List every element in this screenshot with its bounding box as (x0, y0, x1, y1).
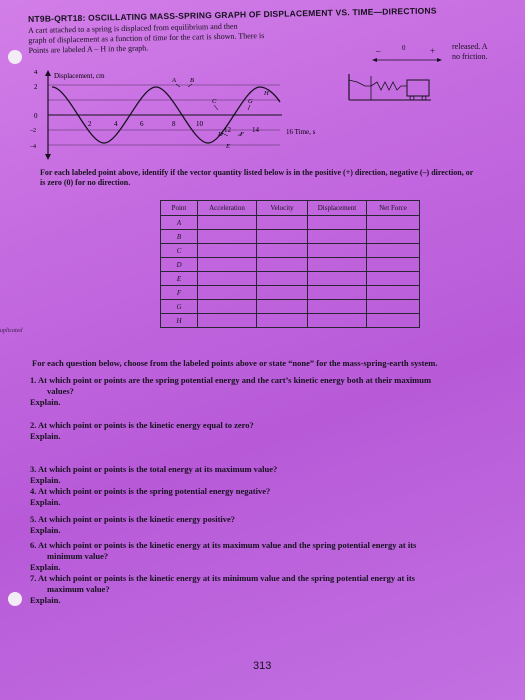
point-leader-lines (176, 84, 250, 136)
answer-cell[interactable] (308, 272, 367, 286)
question-text (30, 464, 510, 475)
point-cell: B (161, 230, 198, 244)
question-body: At which point or points is the kinetic energy equal to zero? (38, 420, 254, 430)
explain-label: Explain. (30, 475, 61, 485)
column-header-displacement: Displacement (308, 201, 367, 216)
question-1 (30, 375, 510, 408)
intro-note-line: released. A (452, 42, 488, 51)
questions-section (30, 358, 510, 606)
question-number: 4. (30, 486, 37, 496)
margin-label: uplicated (0, 328, 23, 334)
point-cell: D (161, 258, 198, 272)
point-cell: E (161, 272, 198, 286)
x-tick: 4 (114, 120, 118, 128)
question-text (30, 375, 510, 386)
x-tick: 8 (172, 120, 176, 128)
answer-cell[interactable] (198, 286, 257, 300)
answer-cell[interactable] (257, 258, 308, 272)
answer-cell[interactable] (308, 230, 367, 244)
question-continuation: values? (47, 386, 74, 396)
answer-cell[interactable] (257, 286, 308, 300)
intro-text (28, 19, 349, 56)
table-row (161, 230, 420, 244)
question-text (30, 514, 510, 525)
answer-cell[interactable] (308, 300, 367, 314)
x-axis-label: 16 Time, s (286, 128, 316, 136)
answer-cell[interactable] (257, 314, 308, 328)
answer-cell[interactable] (367, 314, 420, 328)
answer-cell[interactable] (367, 216, 420, 230)
question-body: At which point or points is the kinetic energy positive? (38, 514, 236, 524)
question-body: At which point or points are the spring potential energy and the cart’s kinetic energy both at their maximum (38, 375, 432, 385)
answer-cell[interactable] (308, 258, 367, 272)
answer-cell[interactable] (367, 286, 420, 300)
question-continuation: maximum value? (47, 584, 110, 594)
intro-line: A cart attached to a spring is displaced from equilibrium and then (28, 21, 238, 35)
answer-cell[interactable] (257, 216, 308, 230)
table-row (161, 272, 420, 286)
table-row (161, 216, 420, 230)
displacement-time-graph (30, 70, 360, 160)
x-tick: 6 (140, 120, 144, 128)
point-cell: G (161, 300, 198, 314)
question-text (30, 540, 510, 551)
answer-cell[interactable] (198, 216, 257, 230)
answer-cell[interactable] (198, 272, 257, 286)
y-axis-arrow-down (45, 154, 51, 160)
point-cell: H (161, 314, 198, 328)
answer-cell[interactable] (198, 230, 257, 244)
column-header-point: Point (161, 201, 198, 216)
answer-cell[interactable] (198, 314, 257, 328)
question-5 (30, 514, 510, 536)
cart (407, 80, 429, 96)
vector-direction-table (160, 200, 420, 328)
point-label-g: G (248, 98, 253, 105)
worksheet-title: NT9B-QRT18: OSCILLATING MASS-SPRING GRAPH OF DISPLACEMENT VS. TIME—DIRECTIONS (28, 5, 437, 24)
negative-sign: – (376, 46, 381, 56)
y-axis-arrow (45, 70, 51, 76)
question-number: 3. (30, 464, 37, 474)
wheel (422, 96, 426, 100)
y-tick: –2 (30, 128, 36, 134)
point-labels (171, 77, 269, 150)
answer-cell[interactable] (257, 300, 308, 314)
answer-cell[interactable] (308, 216, 367, 230)
binder-hole-top (8, 50, 22, 64)
point-label-e: E (226, 143, 230, 150)
point-label-a: A (172, 77, 176, 84)
x-tick: 14 (252, 126, 259, 134)
table-row (161, 286, 420, 300)
answer-cell[interactable] (367, 230, 420, 244)
question-number: 1. (30, 375, 37, 385)
x-tick: 12 (224, 126, 231, 134)
question-number: 6. (30, 540, 37, 550)
table-row (161, 314, 420, 328)
question-4 (30, 486, 510, 508)
y-tick: 4 (34, 70, 38, 76)
point-label-c: C (212, 98, 217, 105)
table-instructions: For each labeled point above, identify if the vector quantity listed below is in the positive (+) direction, negative (–) direction, or is zero (0) for no direction. (40, 168, 474, 187)
point-label-h: H (264, 90, 269, 97)
intro-line: graph of displacement as a function of time for the cart is shown. There is (28, 31, 265, 45)
explain-label: Explain. (30, 525, 61, 535)
table-header-row (161, 201, 420, 216)
direction-axis (372, 42, 442, 72)
table-row (161, 258, 420, 272)
answer-cell[interactable] (257, 272, 308, 286)
point-cell: A (161, 216, 198, 230)
answer-cell[interactable] (367, 244, 420, 258)
answer-cell[interactable] (308, 286, 367, 300)
explain-label: Explain. (30, 562, 61, 572)
question-text (30, 486, 510, 497)
explain-label: Explain. (30, 397, 61, 407)
question-2 (30, 420, 510, 442)
question-number: 5. (30, 514, 37, 524)
explain-label: Explain. (30, 595, 61, 605)
question-number: 2. (30, 420, 37, 430)
binder-hole-bottom (8, 592, 22, 606)
explain-label: Explain. (30, 497, 61, 507)
point-cell: C (161, 244, 198, 258)
question-body: At which point or points is the spring potential energy negative? (38, 486, 271, 496)
question-continuation: minimum value? (47, 551, 109, 561)
question-body: At which point or points is the kinetic energy at its minimum value and the spring potential energy at its (38, 573, 415, 583)
column-header-net-force: Net Force (367, 201, 420, 216)
answer-cell[interactable] (198, 300, 257, 314)
answer-cell[interactable] (308, 314, 367, 328)
x-tick: 10 (196, 120, 203, 128)
wall-brace (349, 80, 371, 86)
positive-sign: + (430, 46, 436, 56)
question-6 (30, 540, 510, 573)
y-tick: –4 (30, 144, 36, 150)
answer-cell[interactable] (257, 244, 308, 258)
question-body: At which point or points is the kinetic energy at its maximum value and the spring potential energy at its (38, 540, 417, 550)
point-label-d: D (218, 131, 223, 138)
point-cell: F (161, 286, 198, 300)
y-tick: 0 (34, 112, 38, 120)
column-header-acceleration: Acceleration (198, 201, 257, 216)
intro-note (452, 42, 488, 62)
point-label-f: F (240, 131, 244, 138)
y-axis-label: Displacement, cm (54, 72, 105, 80)
question-text (30, 573, 510, 584)
question-body: At which point or points is the total energy at its maximum value? (38, 464, 278, 474)
point-label-b: B (190, 77, 194, 84)
y-tick: 2 (34, 83, 38, 91)
intro-line: Points are labeled A – H in the graph. (28, 43, 149, 55)
explain-label: Explain. (30, 431, 61, 441)
question-7 (30, 573, 510, 606)
x-tick: 2 (88, 120, 92, 128)
answer-space[interactable] (30, 408, 510, 420)
answer-cell[interactable] (198, 244, 257, 258)
answer-cell[interactable] (198, 258, 257, 272)
answer-space[interactable] (30, 442, 510, 464)
zero-mark: 0 (402, 44, 406, 52)
answer-cell[interactable] (257, 230, 308, 244)
question-3 (30, 464, 510, 486)
intro-note-line: no friction. (452, 52, 488, 61)
spring (371, 82, 407, 90)
question-text (30, 420, 510, 431)
spring-cart-diagram (345, 72, 435, 106)
column-header-velocity: Velocity (257, 201, 308, 216)
question-number: 7. (30, 573, 37, 583)
table-row (161, 244, 420, 258)
table-row (161, 300, 420, 314)
page-number: 313 (253, 660, 272, 672)
answer-cell[interactable] (367, 258, 420, 272)
answer-cell[interactable] (367, 272, 420, 286)
wheel (410, 96, 414, 100)
answer-cell[interactable] (308, 244, 367, 258)
answer-cell[interactable] (367, 300, 420, 314)
questions-intro: For each question below, choose from the labeled points above or state “none” for the mass-spring-earth system. (32, 358, 438, 368)
